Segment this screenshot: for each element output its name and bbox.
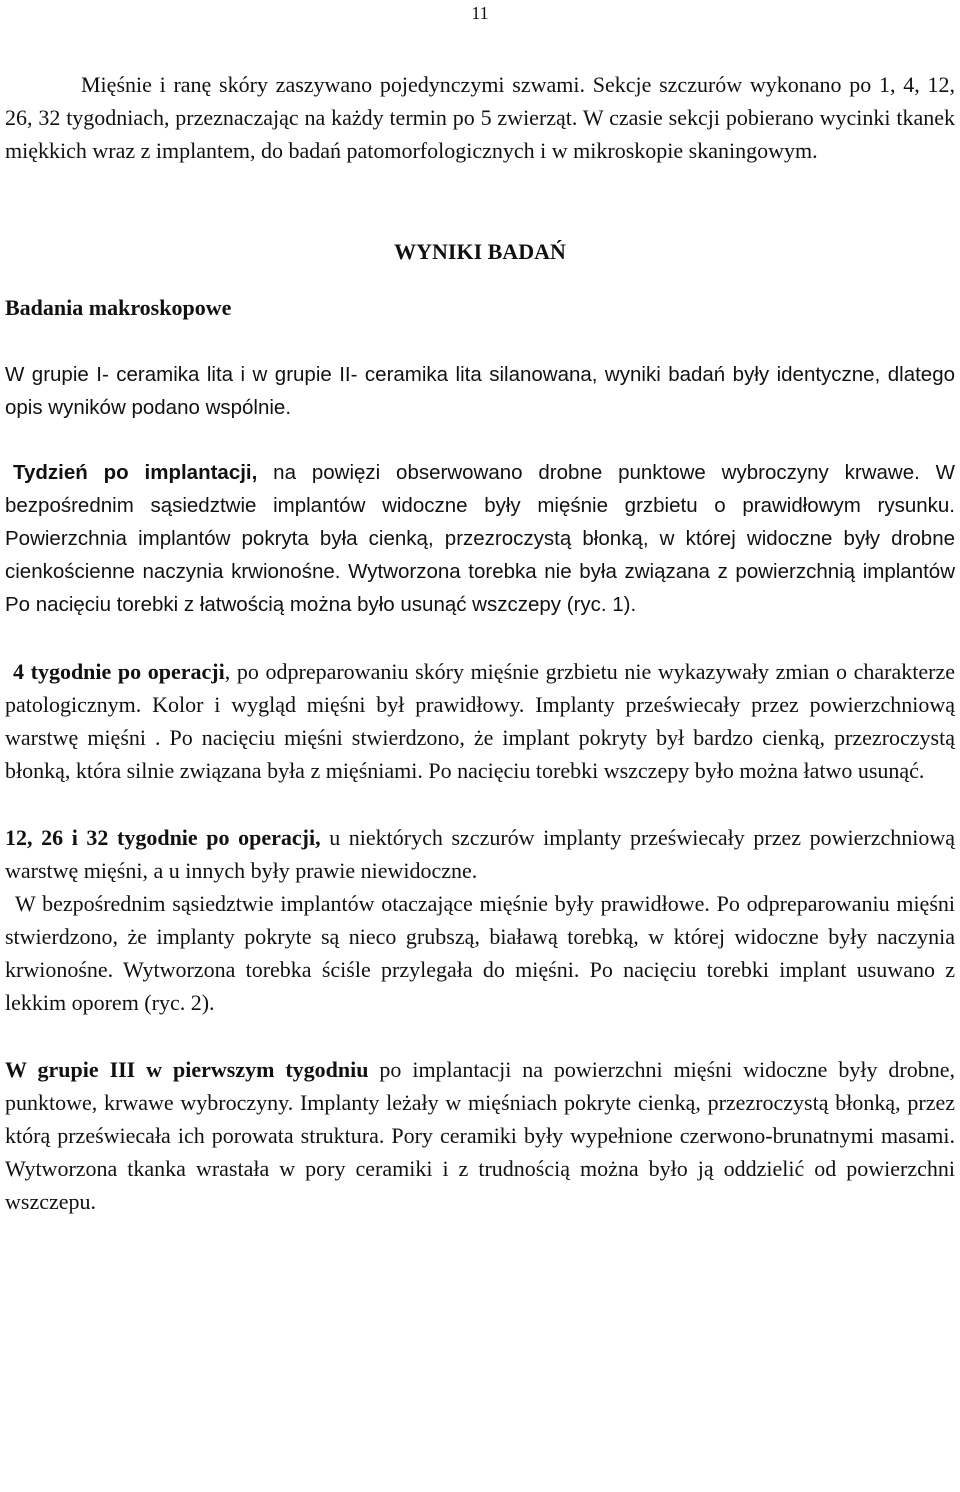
spacer (5, 787, 955, 821)
spacer (5, 167, 955, 235)
document-body (5, 68, 955, 1218)
spacer (5, 424, 955, 456)
spacer (5, 268, 955, 291)
week4-text: , po odpreparowaniu skóry mięśnie grzbietu nie wykazywały zmian o charakterze patologicznym. Kolor i wygląd mięśni był prawidłowy. Implanty przeświecały przez powierzchniową warstwę mięśni . Po nacięciu mięśni stwierdzono, że implant pokryty był bardzo cienką, przezroczystą błonką, która silnie związana była z mięśniami. Po nacięciu torebki wszczepy było można łatwo usunąć. (5, 659, 955, 783)
section-heading: WYNIKI BADAŃ (394, 239, 566, 264)
intro-paragraph: Mięśnie i ranę skóry zaszywano pojedynczymi szwami. Sekcje szczurów wykonano po 1, 4, 12, 26, 32 tygodniach, przeznaczając na każdy termin po 5 zwierząt. W czasie sekcji pobierano wycinki tkanek miękkich wraz z implantem, do badań patomorfologicznych i w mikroskopie skaningowym. (5, 72, 955, 163)
week12-32-text: u niektórych szczurów implanty przeświecały przez powierzchniową warstwę mięśni, a u innych były prawie niewidoczne. (5, 825, 955, 883)
group-note-paragraph: W grupie I- ceramika lita i w grupie II- ceramika lita silanowana, wyniki badań były identyczne, dlatego opis wyników podano wspólnie. (5, 363, 955, 419)
week1-paragraph (5, 456, 955, 621)
spacer (5, 324, 955, 358)
week12-32-paragraph (5, 821, 955, 887)
subheading: Badania makroskopowe (5, 295, 232, 320)
week1-text: na powięzi obserwowano drobne punktowe wybroczyny krwawe. W bezpośrednim sąsiedztwie implantów widoczne były mięśnie grzbietu o prawidłowym rysunku. Powierzchnia implantów pokryta była cienką, przezroczystą błonką, w której widoczne były drobne cienkościenne naczynia krwionośne. Wytworzona torebka nie była związana z powierzchnią implantów Po nacięciu torebki z łatwością można było usunąć wszczepy (ryc. 1). (5, 461, 955, 616)
group3-lead: W grupie III w pierwszym tygodniu (5, 1057, 369, 1082)
week12-32-lead: 12, 26 i 32 tygodnie po operacji, (5, 825, 321, 850)
spacer (5, 621, 955, 655)
week4-paragraph (5, 655, 955, 787)
week12-32-paragraph-continued: W bezpośrednim sąsiedztwie implantów otaczające mięśnie były prawidłowe. Po odpreparowaniu mięśni stwierdzono, że implanty pokryte są nieco grubszą, białawą torebką, w której widoczne były naczynia krwionośne. Wytworzona torebka ściśle przylegała do mięśni. Po nacięciu torebki implant usuwano z lekkim oporem (ryc. 2). (5, 891, 955, 1015)
group3-paragraph (5, 1053, 955, 1218)
group3-text: po implantacji na powierzchni mięśni widoczne były drobne, punktowe, krwawe wybroczyny. Implanty leżały w mięśniach pokryte cienką, przezroczystą błonką, przez którą przeświecała ich porowata struktura. Pory ceramiki były wypełnione czerwono-brunatnymi masami. Wytworzona tkanka wrastała w pory ceramiki i z trudnością można było ją oddzielić od powierzchni wszczepu. (5, 1057, 956, 1214)
week4-lead: 4 tygodnie po operacji (13, 659, 225, 684)
spacer (5, 1019, 955, 1053)
week1-lead: Tydzień po implantacji, (13, 461, 258, 484)
page-number: 11 (471, 3, 489, 23)
